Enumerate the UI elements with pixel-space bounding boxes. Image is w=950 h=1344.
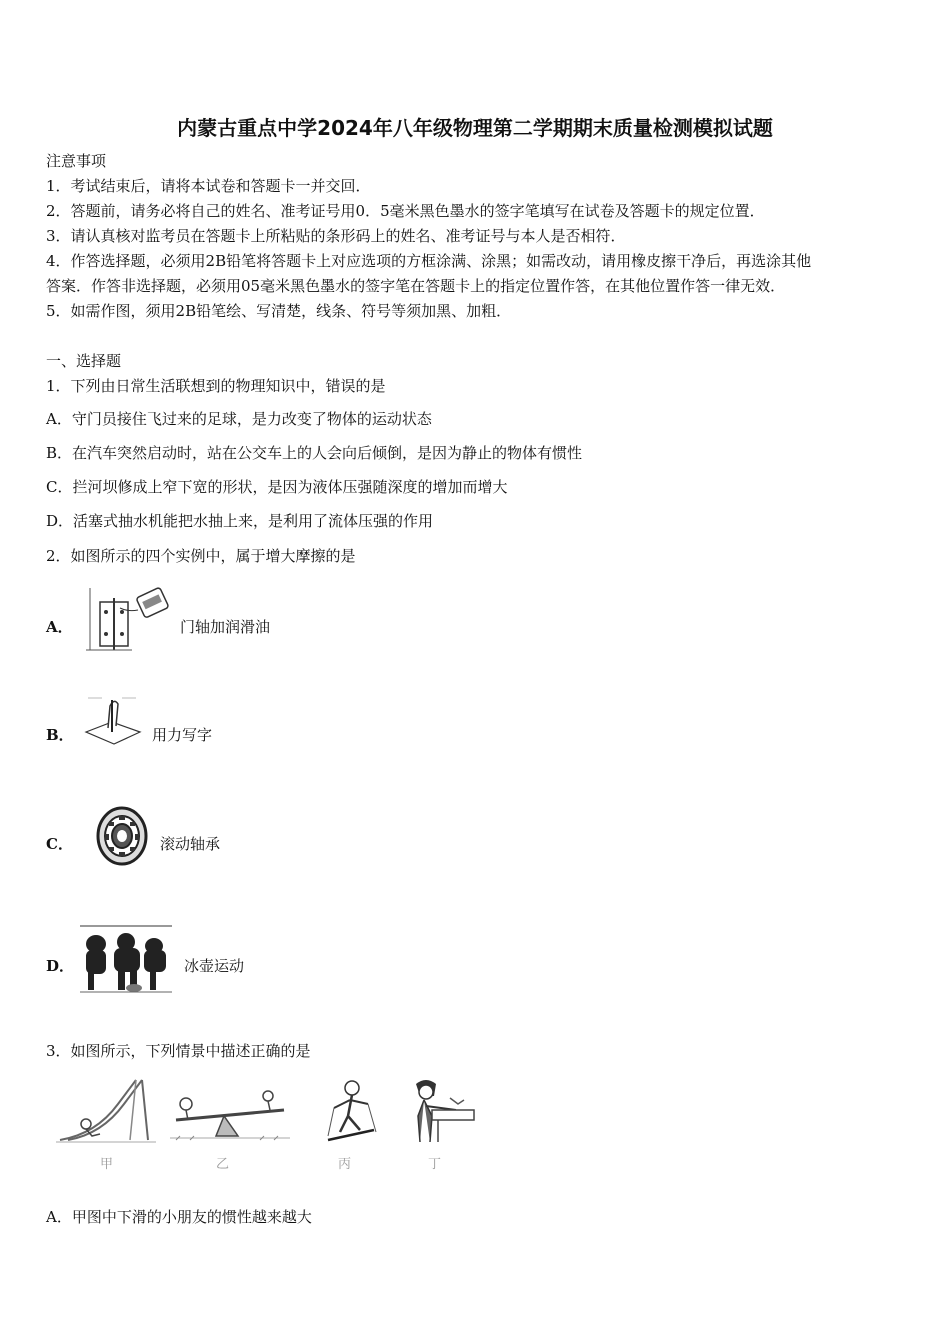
q1-stem: 1．下列由日常生活联想到的物理知识中，错误的是: [46, 377, 386, 395]
notice-item-1: 1．考试结束后，请将本试卷和答题卡一并交回．: [46, 177, 371, 195]
seesaw-figure: [170, 1090, 290, 1146]
section-heading: 一、选择题: [46, 352, 122, 370]
q2-option-c-text: 滚动轴承: [160, 835, 221, 853]
curling-figure: [78, 920, 174, 996]
notice-item-5: 5．如需作图，须用2B铅笔绘、写清楚，线条、符号等须加黑、加粗．: [46, 302, 512, 320]
q1-option-b: B．在汽车突然启动时，站在公交车上的人会向后倾倒，是因为静止的物体有惯性: [46, 444, 583, 462]
q2-option-b-letter: B．: [46, 726, 74, 744]
writing-hand-figure: [82, 692, 144, 748]
notice-item-4-cont: 答案．作答非选择题，必须用05毫米黑色墨水的签字笔在答题卡上的指定位置作答，在其他位置作答一律无效．: [46, 277, 786, 295]
q2-stem: 2．如图所示的四个实例中，属于增大摩擦的是: [46, 547, 356, 565]
page-title: 内蒙古重点中学2024年八年级物理第二学期期末质量检测模拟试题: [177, 116, 773, 140]
q2-option-d-letter: D．: [46, 957, 75, 975]
notice-item-2: 2．答题前，请务必将自己的姓名、准考证号用0．5毫米黑色墨水的签字笔填写在试卷及答题卡的规定位置．: [46, 202, 765, 220]
q1-option-a: A．守门员接住飞过来的足球，是力改变了物体的运动状态: [46, 410, 432, 428]
caption-bing: 丙: [338, 1157, 352, 1172]
door-hinge-oil-figure: [82, 584, 174, 654]
notice-heading: 注意事项: [46, 152, 107, 170]
notice-item-4: 4．作答选择题，必须用2B铅笔将答题卡上对应选项的方框涂满、涂黑；如需改动，请用橡皮擦干净后，再选涂其他: [46, 252, 812, 270]
q2-option-a-text: 门轴加润滑油: [180, 618, 271, 636]
q2-option-b-text: 用力写字: [152, 726, 213, 744]
q3-option-a: A．甲图中下滑的小朋友的惯性越来越大: [46, 1208, 312, 1226]
skier-figure: [318, 1074, 388, 1146]
q2-option-a-letter: A．: [46, 618, 73, 636]
q1-option-d: D．活塞式抽水机能把水抽上来，是利用了流体压强的作用: [46, 512, 434, 530]
q1-option-c: C．拦河坝修成上窄下宽的形状，是因为液体压强随深度的增加而增大: [46, 478, 508, 496]
q2-option-d-text: 冰壶运动: [184, 957, 245, 975]
q2-option-c-letter: C．: [46, 835, 73, 853]
q3-stem: 3．如图所示，下列情景中描述正确的是: [46, 1042, 311, 1060]
roller-bearing-figure: [90, 804, 154, 868]
caption-yi: 乙: [216, 1157, 230, 1172]
slide-figure: [56, 1074, 156, 1146]
caption-ding: 丁: [428, 1157, 442, 1172]
caption-jia: 甲: [100, 1157, 114, 1172]
pushing-figure: [402, 1076, 478, 1146]
notice-item-3: 3．请认真核对监考员在答题卡上所粘贴的条形码上的姓名、准考证号与本人是否相符．: [46, 227, 626, 245]
